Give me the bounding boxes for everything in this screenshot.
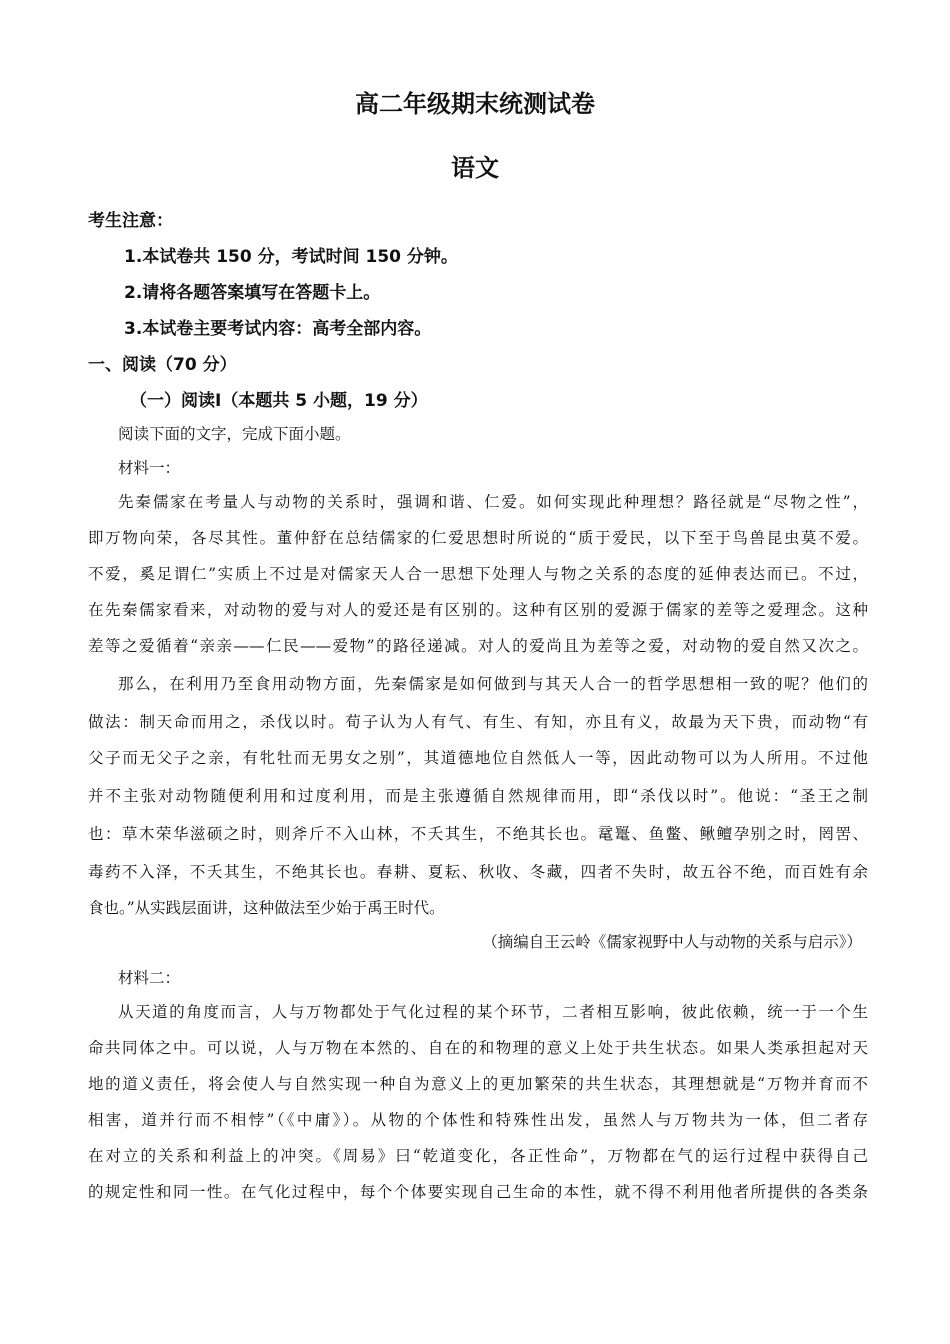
material-1-line: 做法：制天命而用之，杀伐以时。荀子认为人有气、有生、有知，亦且有义，故最为天下贵，而动物“有 [88, 713, 868, 731]
material-1-line: 在先秦儒家看来，对动物的爱与对人的爱还是有区别的。这种有区别的爱源于儒家的差等之爱理念。这种 [88, 601, 868, 619]
section-subheading: （一）阅读Ⅰ（本题共 5 小题，19 分） [130, 391, 428, 411]
notice-heading: 考生注意： [88, 211, 173, 231]
notice-item-2: 2.请将各题答案填写在答题卡上。 [124, 283, 381, 303]
notice-item-3: 3.本试卷主要考试内容：高考全部内容。 [124, 319, 432, 339]
material-1-line: 并不主张对动物随便利用和过度利用，而是主张遵循自然规律而用，即“杀伐以时”。他说：“圣王之制 [88, 787, 868, 805]
exam-subject: 语文 [451, 154, 499, 182]
material-1-line: 毒药不入泽，不夭其生，不绝其长也。春耕、夏耘、秋收、冬藏，四者不失时，故五谷不绝，而百姓有余 [88, 863, 868, 881]
material-2-line: 的规定性和同一性。在气化过程中，每个个体要实现自己生命的本性，就不得不利用他者所提供的各类条 [88, 1183, 868, 1201]
exam-title: 高二年级期末统测试卷 [355, 90, 595, 118]
section-heading: 一、阅读（70 分） [88, 355, 237, 375]
material-1-line: 先秦儒家在考量人与动物的关系时，强调和谐、仁爱。如何实现此种理想？路径就是“尽物之性”， [118, 493, 868, 511]
material-2-line: 命共同体之中。可以说，人与万物在本然的、自在的和物理的意义上处于共生状态。如果人类承担起对天 [88, 1039, 868, 1057]
material-1-line: 差等之爱循着“亲亲——仁民——爱物”的路径递减。对人的爱尚且为差等之爱，对动物的爱自然又次之。 [88, 637, 868, 655]
material-2-line: 相害，道并行而不相悖”（《中庸》）。从物的个体性和特殊性出发，虽然人与万物共为一体，但二者存 [88, 1111, 868, 1129]
reading-instruction: 阅读下面的文字，完成下面小题。 [118, 425, 351, 443]
material-2-line: 地的道义责任，将会使人与自然实现一种自为意义上的更加繁荣的共生状态，其理想就是“万物并育而不 [88, 1075, 868, 1093]
material-1-source: （摘编自王云岭《儒家视野中人与动物的关系与启示》） [482, 933, 862, 951]
material-1-line: 即万物向荣，各尽其性。董仲舒在总结儒家的仁爱思想时所说的“质于爱民，以下至于鸟兽昆虫莫不爱。 [88, 529, 868, 547]
notice-item-1: 1.本试卷共 150 分，考试时间 150 分钟。 [124, 247, 458, 267]
material-1-line: 食也。”从实践层面讲，这种做法至少始于禹王时代。 [88, 899, 445, 917]
material-1-line: 不爱，奚足谓仁”实质上不过是对儒家天人合一思想下处理人与物之关系的态度的延伸表达而已。不过， [88, 565, 868, 583]
material-1-line: 父子而无父子之亲，有牝牡而无男女之别”，其道德地位自然低人一等，因此动物可以为人所用。不过他 [88, 749, 868, 767]
material-1-line: 也：草木荣华滋硕之时，则斧斤不入山林，不夭其生，不绝其长也。鼋鼍、鱼鳖、鳅鳣孕别之时，罔罟、 [88, 825, 868, 843]
material-1-label: 材料一： [118, 459, 181, 477]
material-2-line: 在对立的关系和利益上的冲突。《周易》曰“乾道变化，各正性命”，万物都在气的运行过程中获得自己 [88, 1147, 868, 1165]
material-2-label: 材料二： [118, 969, 181, 987]
material-1-line: 那么，在利用乃至食用动物方面，先秦儒家是如何做到与其天人合一的哲学思想相一致的呢？他们的 [118, 675, 868, 693]
material-2-line: 从天道的角度而言，人与万物都处于气化过程的某个环节，二者相互影响，彼此依赖，统一于一个生 [118, 1003, 868, 1021]
